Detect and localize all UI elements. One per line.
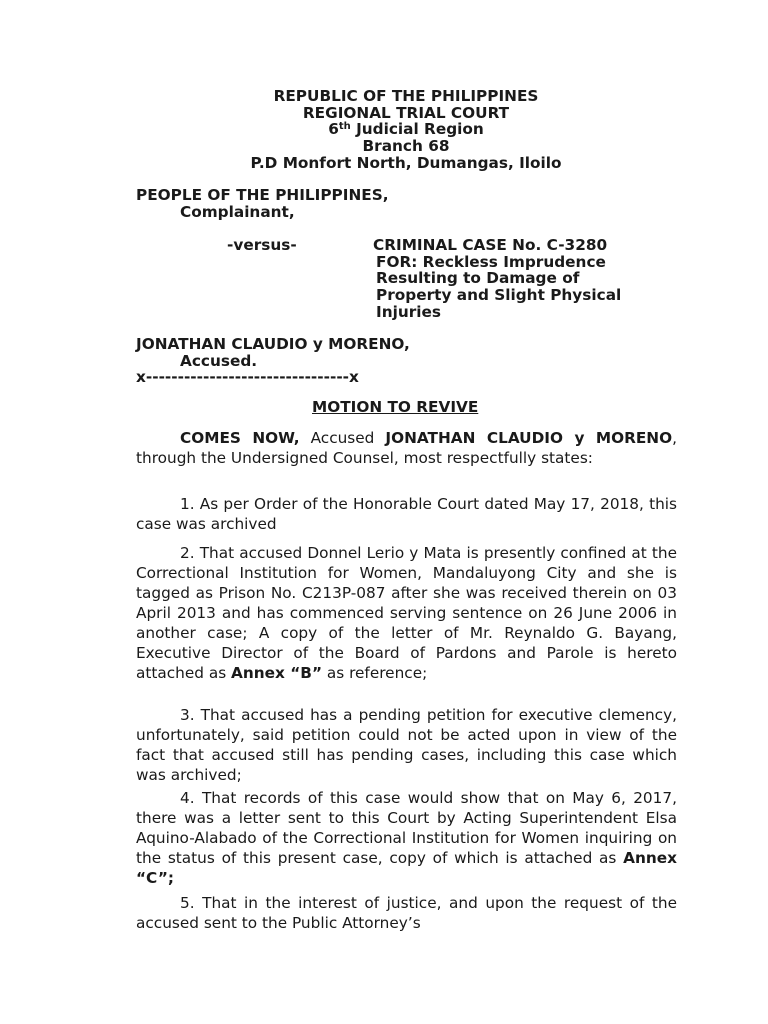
paragraph-3: 3. That accused has a pending petition for executive clemency, unfortunately, said petition could not be acted upon in view of the fact that accused still has pending cases, including this case which was archived; (136, 706, 677, 784)
intro-text-2: , through the Undersigned Counsel, most respectfully states: (136, 429, 677, 467)
intro-text-1: Accused (299, 429, 386, 447)
accused-role: Accused. (180, 352, 258, 370)
paragraph-2-text: 2. That accused Donnel Lerio y Mata is presently confined at the Correctional Institution for Women, Mandaluyong City and she is tagged as Prison No. C213P-087 after she was received therein on 03 April 2013 and has commenced serving sentence on 26 June 2006 in another case; A copy of the letter of Mr. Reynaldo G. Bayang, Executive Director of the Board of Pardons and Parole is hereto attached as (136, 544, 677, 682)
versus-label: -versus- (227, 236, 297, 254)
intro-accused-name: JONATHAN CLAUDIO y MORENO (385, 429, 673, 447)
motion-title: MOTION TO REVIVE (312, 398, 479, 416)
charge-line-3: Property and Slight Physical (376, 286, 622, 304)
region-number: 6 (328, 120, 339, 139)
annex-c-label: Annex “C”; (136, 849, 677, 887)
caption-court: REGIONAL TRIAL COURT (302, 103, 510, 122)
paragraph-2-end: as reference; (322, 664, 428, 682)
region-suffix: th (338, 121, 351, 133)
charge-line-4: Injuries (376, 303, 441, 321)
case-number: CRIMINAL CASE No. C-3280 (373, 236, 608, 254)
caption-branch: Branch 68 (362, 137, 450, 156)
intro-lead: COMES NOW, (180, 429, 300, 447)
caption-region (0, 121, 768, 138)
charge-line-1: FOR: Reckless Imprudence (376, 253, 606, 271)
intro-paragraph (136, 428, 677, 468)
paragraph-5: 5. That in the interest of justice, and upon the request of the accused sent to the Public Attorney’s (136, 894, 677, 932)
complainant-role: Complainant, (180, 203, 295, 221)
complainant-name: PEOPLE OF THE PHILIPPINES, (136, 186, 389, 204)
region-rest: Judicial Region (350, 120, 484, 139)
caption-separator: x--------------------------------x (136, 368, 359, 386)
paragraph-1: 1. As per Order of the Honorable Court dated May 17, 2018, this case was archived (136, 495, 677, 533)
annex-b-label: Annex “B” (231, 664, 322, 682)
paragraph-2 (136, 543, 677, 683)
paragraph-4-text: 4. That records of this case would show that on May 6, 2017, there was a letter sent to this Court by Acting Superintendent Elsa Aquino-Alabado of the Correctional Institution for Women inquiring on the status of this present case, copy of which is attached as (136, 789, 677, 867)
caption-republic: REPUBLIC OF THE PHILIPPINES (273, 87, 539, 105)
charge-line-2: Resulting to Damage of (376, 269, 580, 287)
paragraph-4 (136, 788, 677, 888)
accused-name: JONATHAN CLAUDIO y MORENO, (136, 335, 410, 353)
caption-address: P.D Monfort North, Dumangas, Iloilo (250, 153, 562, 172)
court-caption (0, 88, 768, 172)
